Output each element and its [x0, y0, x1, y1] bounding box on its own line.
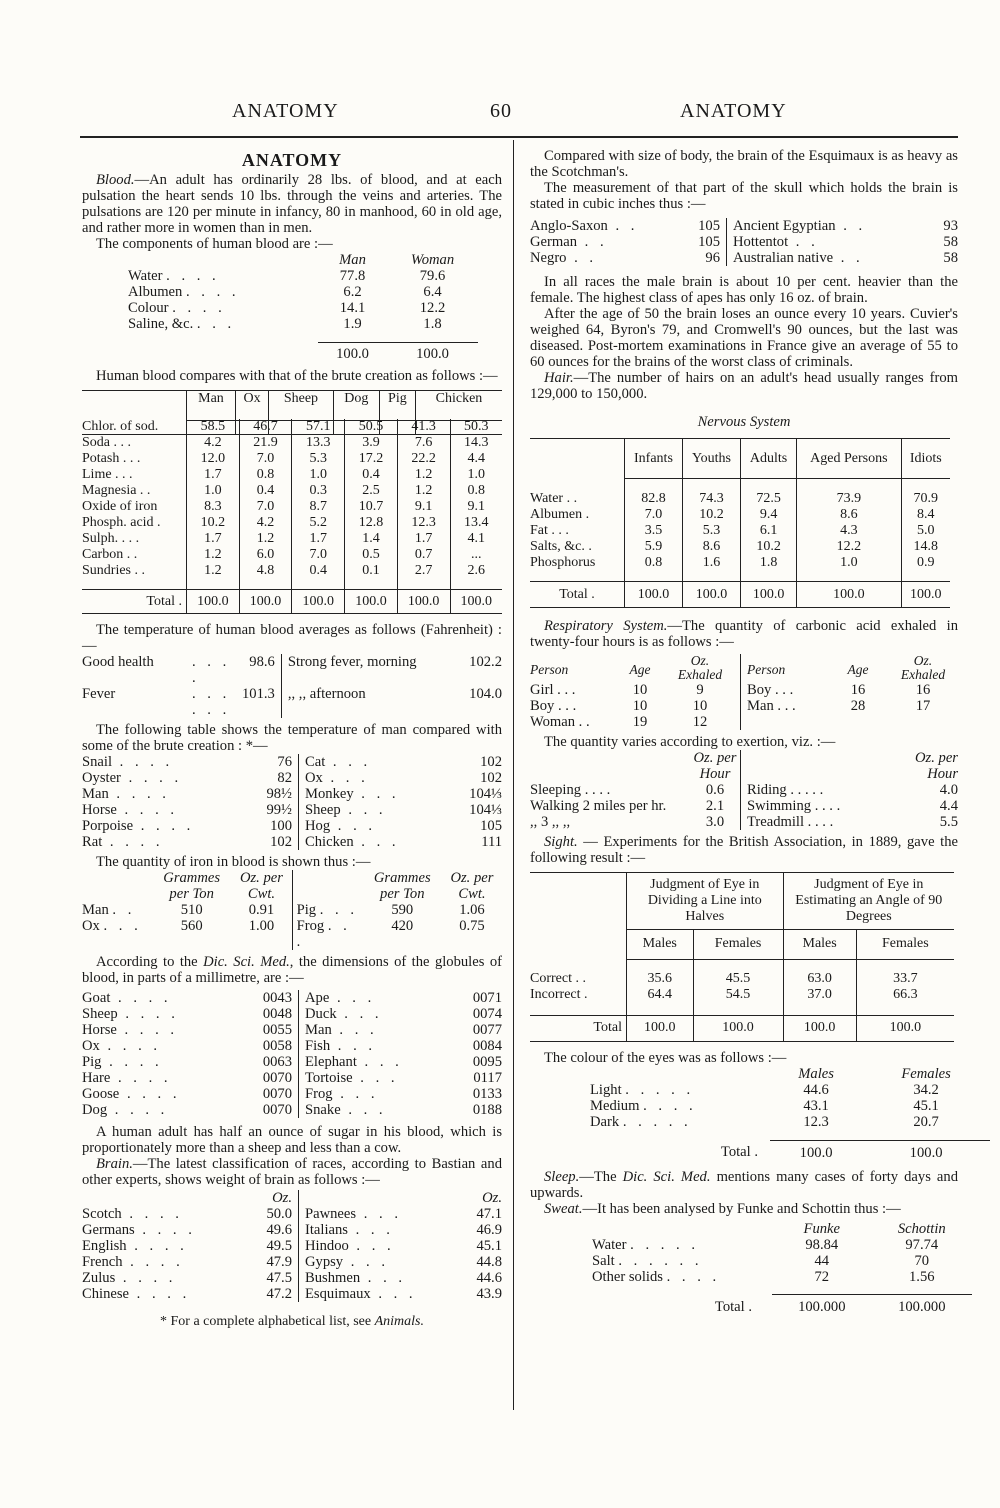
- table-row: Man . . . . 98½ Monkey . . . 104⅓: [82, 786, 502, 802]
- table-row: Horse . . . . 99½ Sheep . . . 104⅓: [82, 802, 502, 818]
- sight-paragraph: Sight. — Experiments for the British Association, in 1889, gave the following result :—: [530, 833, 958, 866]
- right-column: [530, 148, 958, 1315]
- nervous-title: Nervous System: [697, 414, 791, 430]
- brain-table: Oz. Oz. Scotch . . . . 50.0 Pawnees . . . 47.1 Germans . . . . 49.6 Italians . . . 46.9 English . . . . 49.5 Hindoo . . . 45.1 French . . . . 47.9 Gypsy . . . 44.8 Zulus . . . . 47.5 Bushmen . . . 44.6 Chinese . . . . 47.2 Esquimaux . . . 43.9: [82, 1190, 502, 1302]
- table-row: Correct . . 35.6 45.5 63.0 33.7: [530, 971, 954, 987]
- table-row: Germans . . . . 49.6 Italians . . . 46.9: [82, 1222, 502, 1238]
- table-row: Goat . . . . 0043 Ape . . . 0071: [82, 990, 502, 1006]
- sight-table: Judgment of Eye in Dividing a Line into Halves Judgment of Eye in Estimating an Angle of 90 Degrees Males Females Males Females Correct . . 35.6 45.5 63.0 33.7 Incorrect . 64.4 54.5 37.0 66.3 Total 100.0 100.0 100.0 100.0: [530, 872, 954, 1043]
- table-row: Dog . . . . 0070 Snake . . . 0188: [82, 1102, 502, 1118]
- table-row: Magnesia . . 1.0 0.4 0.3 2.5 1.2 0.8: [82, 483, 502, 499]
- table-row: Saline, &c. . . . 1.9 1.8: [128, 316, 442, 332]
- table-row: Albumen . 7.0 10.2 9.4 8.6 8.4: [530, 507, 950, 523]
- globules-table: [82, 990, 502, 1118]
- sugar-paragraph: A human adult has half an ounce of sugar in his blood, which is proportionately more than a sheep and less than a cow.: [82, 1124, 502, 1156]
- globules-intro: According to the Dic. Sci. Med., the dimensions of the globules of blood, in parts of a millimetre, are :—: [82, 954, 502, 986]
- table-row: English . . . . 49.5 Hindoo . . . 45.1: [82, 1238, 502, 1254]
- table-row: Other solids . . . . 72 1.56: [592, 1268, 935, 1285]
- table-row: Oyster . . . . 82 Ox . . . 102: [82, 770, 502, 786]
- left-column: [82, 148, 502, 1330]
- table-row: Water . . . . . 98.84 97.74: [592, 1236, 939, 1253]
- table-row: Snail . . . . 76 Cat . . . 102: [82, 754, 502, 770]
- table-row: Sleeping . . . . 0.6 Riding . . . . . 4.0: [530, 781, 958, 798]
- exertion-table: Oz. per Oz. per Hour Hour Sleeping . . . . 0.6 Riding . . . . . 4.0 Walking 2 miles per hr. 2.1 Swimming . . . . 4.4 ,, 3 ,, ,, 3.0 Treadmill . . . . 5.5: [530, 749, 958, 830]
- table-row: Sundries . . 1.2 4.8 0.4 0.1 2.7 2.6: [82, 563, 502, 579]
- respiratory-paragraph: Respiratory System.—The quantity of carbonic acid exhaled in twenty-four hours is as follows :—: [530, 617, 958, 650]
- table-row: Sulph. . . . 1.7 1.2 1.7 1.4 1.7 4.1: [82, 531, 502, 547]
- exertion-paragraph: The quantity varies according to exertion, viz. :—: [544, 733, 836, 750]
- header-rule: [80, 136, 958, 138]
- sweat-table: Funke Schottin Water . . . . . 98.84 97.74 Salt . . . . . . 44 70 Other solids . . . . 72 1.56 Total . 100.000 100.000: [592, 1221, 972, 1316]
- table-row: Carbon . . 1.2 6.0 7.0 0.5 0.7 ...: [82, 547, 502, 563]
- table-row: Ox . . . . 0058 Fish . . . 0084: [82, 1038, 502, 1054]
- table-row: Boy . . . 10 10 Man . . . 28 17: [530, 697, 931, 714]
- table-row: Salt . . . . . . 44 70: [592, 1252, 930, 1269]
- respiratory-table: Person Age Oz. Exhaled Person Age Oz. Exhaled Girl . . . 10 9 Boy . . . 16 16 Boy . . . 10 10 Man . . . 28 17 Woman . . 19 12: [530, 654, 958, 730]
- table-row: Man . . 510 0.91 Pig . . . 590 1.06: [82, 902, 485, 918]
- table-row: Incorrect . 64.4 54.5 37.0 66.3: [530, 987, 954, 1003]
- table-row: Scotch . . . . 50.0 Pawnees . . . 47.1: [82, 1206, 502, 1222]
- table-row: Fat . . . 3.5 5.3 6.1 4.3 5.0: [530, 523, 950, 539]
- components-table: Man Woman Water . . . . 77.8 79.6 Albumen . . . . 6.2 6.4 Colour . . . . 14.1 12.2 Saline, &c. . . . 1.9 1.8 100.0 100.0: [128, 252, 478, 362]
- table-row: Albumen . . . . 6.2 6.4: [128, 284, 442, 300]
- footnote: * For a complete alphabetical list, see Animals.: [160, 1314, 424, 1329]
- man-temp-intro: The following table shows the temperature of man compared with some of the brute creation : *—: [82, 722, 502, 754]
- table-row: Oxide of iron 8.3 7.0 8.7 10.7 9.1 9.1: [82, 499, 502, 515]
- sweat-paragraph: Sweat.—It has been analysed by Funke and Schottin thus :—: [544, 1200, 901, 1217]
- table-row: Woman . . 19 12: [530, 714, 958, 730]
- skull-paragraph: The measurement of that part of the skull which holds the brain is stated in cubic inches thus :—: [530, 180, 958, 212]
- brute-table-body: [82, 419, 502, 614]
- table-row: Potash . . . 12.0 7.0 5.3 17.2 22.2 4.4: [82, 451, 502, 467]
- table-row: Sheep . . . . 0048 Duck . . . 0074: [82, 1006, 502, 1022]
- total-row: Total . 100.0 100.0 100.0 100.0 100.0: [530, 581, 950, 607]
- table-row: Phosph. acid . 10.2 4.2 5.2 12.8 12.3 13.4: [82, 515, 502, 531]
- iron-table: Grammes Oz. per Grammes Oz. per per Ton Cwt. per Ton Cwt. Man . . 510 0.91 Pig . . . 590 1.06 Ox . . . 560 1.00 Frog . . . 420 0.75: [82, 870, 502, 950]
- blood-temp-table: Good health . . . . 98.6 Strong fever, morning 102.2 Fever . . . . . . 101.3 ,, ,, afternoon 104.0: [82, 654, 502, 718]
- table-row: Phosphorus 0.8 1.6 1.8 1.0 0.9: [530, 555, 950, 571]
- eyes-paragraph: The colour of the eyes was as follows :—: [544, 1050, 787, 1066]
- male-brain-paragraph: In all races the male brain is about 10 per cent. heavier than the female. The highest class of apes has only 16 oz. of brain.: [530, 274, 958, 306]
- esquimaux-paragraph: Compared with size of body, the brain of the Esquimaux is as heavy as the Scotchman's.: [530, 148, 958, 180]
- brute-table: Man Ox Sheep Dog Pig Chicken: [82, 390, 502, 436]
- table-row: Colour . . . . 14.1 12.2: [128, 300, 446, 316]
- table-row: Horse . . . . 0055 Man . . . 0077: [82, 1022, 502, 1038]
- article-title: ANATOMY: [241, 150, 343, 170]
- page-number: 60: [490, 100, 512, 122]
- table-row: German . . 105 Hottentot . . 58: [530, 234, 958, 250]
- table-row: Anglo-Saxon . . 105 Ancient Egyptian . . 93: [530, 218, 958, 234]
- table-row: Goose . . . . 0070 Frog . . . 0133: [82, 1086, 502, 1102]
- table-row: Negro . . 96 Australian native . . 58: [530, 250, 958, 266]
- table-row: Water . . 82.8 74.3 72.5 73.9 70.9: [530, 491, 950, 507]
- temp-intro: The temperature of human blood averages as follows (Fahrenheit) :—: [82, 622, 502, 654]
- table-row: Ox . . . 560 1.00 Frog . . . 420 0.75: [82, 918, 485, 950]
- table-row: Porpoise . . . . 100 Hog . . . 105: [82, 818, 502, 834]
- table-row: Walking 2 miles per hr. 2.1 Swimming . . . . 4.4: [530, 797, 958, 814]
- table-row: Light . . . . . 44.6 34.2: [590, 1082, 939, 1098]
- running-head-left: ANATOMY: [232, 100, 339, 122]
- table-row: Zulus . . . . 47.5 Bushmen . . . 44.6: [82, 1270, 502, 1286]
- table-row: Medium . . . . 43.1 45.1: [590, 1098, 939, 1114]
- blood-paragraph: Blood.—An adult has ordinarily 28 lbs. of blood, and at each pulsation the heart sends 10 lbs. through the veins and arteries. The pulsations are 120 per minute in infancy, 80 in manhood, 60 in old age, and rather more in women than in men.: [82, 172, 502, 236]
- table-row: Dark . . . . . 12.3 20.7: [590, 1114, 939, 1130]
- hair-paragraph: Hair.—The number of hairs on an adult's head usually ranges from 129,000 to 150,000.: [530, 370, 958, 402]
- table-row: Salts, &c. . 5.9 8.6 10.2 12.2 14.8: [530, 539, 950, 555]
- table-row: Soda . . . 4.2 21.9 13.3 3.9 7.6 14.3: [82, 435, 502, 451]
- running-head-right: ANATOMY: [680, 100, 787, 122]
- sleep-paragraph: Sleep.—The Dic. Sci. Med. mentions many cases of forty days and upwards.: [530, 1168, 958, 1201]
- eyes-table: Males Females Light . . . . . 44.6 34.2 Medium . . . . 43.1 45.1 Dark . . . . . 12.3 20.7 Total . 100.0 100.0: [590, 1066, 990, 1161]
- table-row: Girl . . . 10 9 Boy . . . 16 16: [530, 681, 931, 698]
- table-row: Pig . . . . 0063 Elephant . . . 0095: [82, 1054, 502, 1070]
- table-row: Water . . . . 77.8 79.6: [128, 268, 446, 284]
- column-divider: [513, 140, 514, 1410]
- nervous-table: Infants Youths Adults Aged Persons Idiots Water . . 82.8 74.3 72.5 73.9 70.9 Albumen . 7.0 10.2 9.4 8.6 8.4 Fat . . . 3.5 5.3 6.1 4.3 5.0 Salts, &c. . 5.9 8.6 10.2 12.2 14.8 Phosphorus 0.8 1.6 1.8 1.0 0.9 Total . 100.0 100.0 100.0 100.0 100.0: [530, 438, 950, 608]
- table-row: Chlor. of sod. 58.5 46.7 57.1 50.5 41.3 50.3: [82, 419, 502, 435]
- brute-intro: Human blood compares with that of the brute creation as follows :—: [96, 367, 498, 384]
- age-paragraph: After the age of 50 the brain loses an ounce every 10 years. Cuvier's weighed 64, Byron's 79, and Cromwell's 90 ounces, but the last was diseased. Post-mortem examinations in France give an average of 55 to 60 ounces for the brains of the worst class of criminals.: [530, 306, 958, 370]
- iron-intro: The quantity of iron in blood is shown thus :—: [96, 854, 371, 870]
- table-row: Hare . . . . 0070 Tortoise . . . 0117: [82, 1070, 502, 1086]
- components-intro: The components of human blood are :—: [96, 236, 333, 252]
- man-temp-table: [82, 754, 502, 850]
- skull-table: [530, 218, 958, 266]
- brain-paragraph: Brain.—The latest classification of races, according to Bastian and other experts, shows weight of brain as follows :—: [82, 1156, 502, 1188]
- table-row: Rat . . . . 102 Chicken . . . 111: [82, 834, 502, 850]
- total-row: Total . 100.0 100.0 100.0 100.0 100.0 100.0: [82, 590, 502, 614]
- table-row: ,, 3 ,, ,, 3.0 Treadmill . . . . 5.5: [530, 813, 958, 830]
- table-row: Chinese . . . . 47.2 Esquimaux . . . 43.9: [82, 1286, 502, 1302]
- table-row: French . . . . 47.9 Gypsy . . . 44.8: [82, 1254, 502, 1270]
- table-row: Lime . . . 1.7 0.8 1.0 0.4 1.2 1.0: [82, 467, 502, 483]
